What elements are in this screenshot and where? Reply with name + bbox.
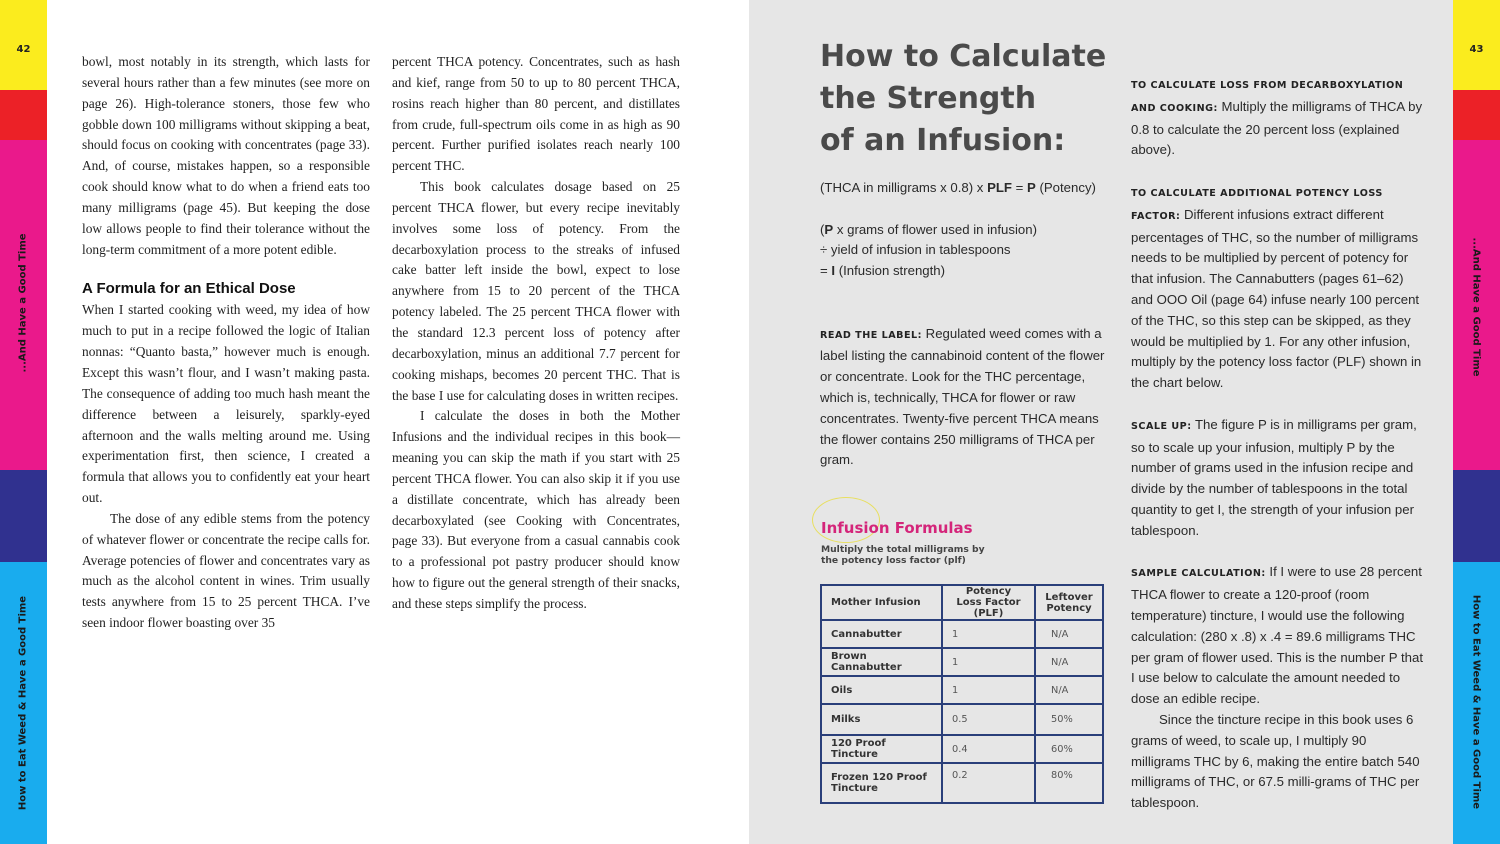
formula-line: (P x grams of flower used in infusion) — [820, 221, 1037, 237]
infusion-formulas-subtitle: Multiply the total milligrams by the potency loss factor (plf) — [821, 544, 985, 566]
table-row: Brown Cannabutter 1 N/A — [821, 648, 1103, 676]
title-line: of an Infusion: — [820, 123, 1066, 158]
column-header: Potency Loss Factor (PLF) — [942, 585, 1035, 620]
infusion-formulas-title: Infusion Formulas — [821, 519, 973, 537]
left-column-1 — [82, 52, 370, 634]
paragraph: bowl, most notably in its strength, which lasts for several hours rather than a few minutes (see more on page 26). High-tolerance stoners, those few who gobble down 100 milligrams without skipping a beat, should focus on cooking with concentrates (page 33). And, of course, mistakes happen, so a responsible cook should know what to do when a friend eats too many milligrams (page 45). But keeping the dose low allows people to find their tolerance without the long-term commitment of a more potent edible. — [82, 54, 370, 257]
table-row: Milks 0.5 50% — [821, 704, 1103, 735]
table-row: Cannabutter 1 N/A — [821, 620, 1103, 648]
formula-line: (THCA in milligrams x 0.8) x PLF = P (Potency) — [820, 180, 1096, 195]
page-number-right: 43 — [1469, 44, 1484, 55]
edge-band-red — [0, 90, 47, 140]
edge-band-red-right — [1453, 90, 1500, 140]
running-head-left-top: ...And Have a Good Time — [17, 233, 29, 373]
table-header-row — [821, 585, 1103, 620]
table-row: Oils 1 N/A — [821, 676, 1103, 704]
paragraph: percent THCA potency. Concentrates, such as hash and kief, range from 50 to up to 80 percent THCA, rosins reach higher than 80 percent, and distillates from crude, full-spectrum oils come in as high as 90 percent. Further purified isolates reach nearly 100 percent THC. — [392, 54, 680, 174]
paragraph: I calculate the doses in both the Mother Infusions and the individual recipes in this book—meaning you can skip the math if you start with 25 percent THCA flower. You can also skip it if you use a distillate concentrate, which has already been decarboxylated (see Cooking with Concentrates, page 33). But everyone from a casual cannabis cook to a professional pot pastry producer should know how to figure out the general strength of their snacks, and these steps simplify the process. — [392, 408, 680, 611]
paragraph: TO CALCULATE LOSS FROM DECARBOXYLATION AND COOKING: Multiply the milligrams of THCA by 0.8 to calculate the 20 percent loss (explained above). — [1131, 80, 1423, 158]
section-heading: A Formula for an Ethical Dose — [82, 280, 296, 298]
infusion-table — [820, 584, 1104, 804]
paragraph: TO CALCULATE ADDITIONAL POTENCY LOSS FACTOR: Different infusions extract different percentages of THC, so the number of milligrams needs to be multiplied by percent of potency for that infusion. The Cannabutters (pages 61–62) and OOO Oil (page 64) infuse nearly 100 percent of the THC, so this step can be skipped, as they would be multiplied by 1. For any other infusion, multiply by the potency loss factor (PLF) shown in the chart below. — [1131, 187, 1422, 391]
table-row: 120 Proof Tincture 0.4 60% — [821, 735, 1103, 763]
running-head-right-top: ...And Have a Good Time — [1470, 237, 1482, 377]
title-line: the Strength — [820, 81, 1037, 116]
paragraph: SCALE UP: The figure P is in milligrams per gram, so to scale up your infusion, multiply P by the number of grams used in the infusion recipe and divide by the number of tablespoons in the total quantity to get I, the strength of your infusion per tablespoon. — [1131, 416, 1417, 538]
column-header: Mother Infusion — [821, 585, 942, 620]
page-title — [820, 36, 1106, 162]
paragraph: The dose of any edible stems from the potency of whatever flower or concentrate the recipe calls for. Average potencies of flower and concentrates vary as much as the alcohol content in wines. Trim usually tests anywhere from 15 to 25 percent THCA. I’ve seen indoor flower boasting over 35 — [82, 510, 370, 631]
running-head-right-bottom: How to Eat Weed & Have a Good Time — [1470, 594, 1482, 810]
title-line: How to Calculate — [820, 39, 1107, 74]
table-row: Frozen 120 Proof Tincture 0.2 80% — [821, 763, 1103, 803]
paragraph: This book calculates dosage based on 25 percent THCA flower, but every recipe inevitably involves some loss of potency. From the decarboxylation process to the streaks of infused cake batter left inside the bowl, expect to lose anywhere from 15 to 20 percent of the THCA potency labeled. The 25 percent THCA flower with the standard 12.3 percent loss of potency after decarboxylation, minus an additional 7.7 percent for cooking mishaps, becomes 20 percent THC. That is the base I use for calculating doses in written recipes. — [392, 179, 680, 403]
formula-line: = I (Infusion strength) — [820, 263, 945, 279]
edge-band-indigo-right — [1453, 470, 1500, 562]
read-label-paragraph: READ THE LABEL: Regulated weed comes with a label listing the cannabinoid content of the flower or concentrate. Look for the THC percentage, which is, technically, THCA for flower or raw concentrates. Twenty-five percent THCA means the flower contains 250 milligrams of THCA per gram. — [820, 325, 1105, 468]
running-head-left-bottom: How to Eat Weed & Have a Good Time — [17, 595, 29, 811]
formula-line: ÷ yield of infusion in tablespoons — [820, 242, 1011, 258]
paragraph: When I started cooking with weed, my idea of how much to put in a recipe followed the logic of Italian nonnas: “Quanto basta,” however much is enough. Except this wasn’t flour, and I wasn’t making pasta. The consequence of adding too much hash meant the difference between a leisurely, sparkly-eyed afternoon and the walls melting around me. Using experimentation first, then science, I created a formula that allows you to confidently eat your heart out. — [82, 302, 370, 506]
column-header: Leftover Potency — [1035, 585, 1103, 620]
paragraph: Since the tincture recipe in this book uses 6 grams of weed, to scale up, I multiply 90 milligrams THC by 6, making the entire batch 540 milligrams of THC, or 67.5 milli-grams of THC per tablespoon. — [1131, 711, 1420, 811]
paragraph: SAMPLE CALCULATION: If I were to use 28 percent THCA flower to create a 120-proof (room temperature) tincture, I would use the following calculation: (280 x .8) x .4 = 89.6 milligrams THC per gram of flower used. This is the number P that I use below to calculate the amount needed to dose an edible recipe. — [1131, 564, 1423, 707]
formula-block — [820, 178, 1110, 471]
left-column-2 — [392, 52, 680, 615]
right-column — [1131, 74, 1423, 814]
edge-band-indigo — [0, 470, 47, 562]
page-number-left: 42 — [16, 44, 31, 55]
